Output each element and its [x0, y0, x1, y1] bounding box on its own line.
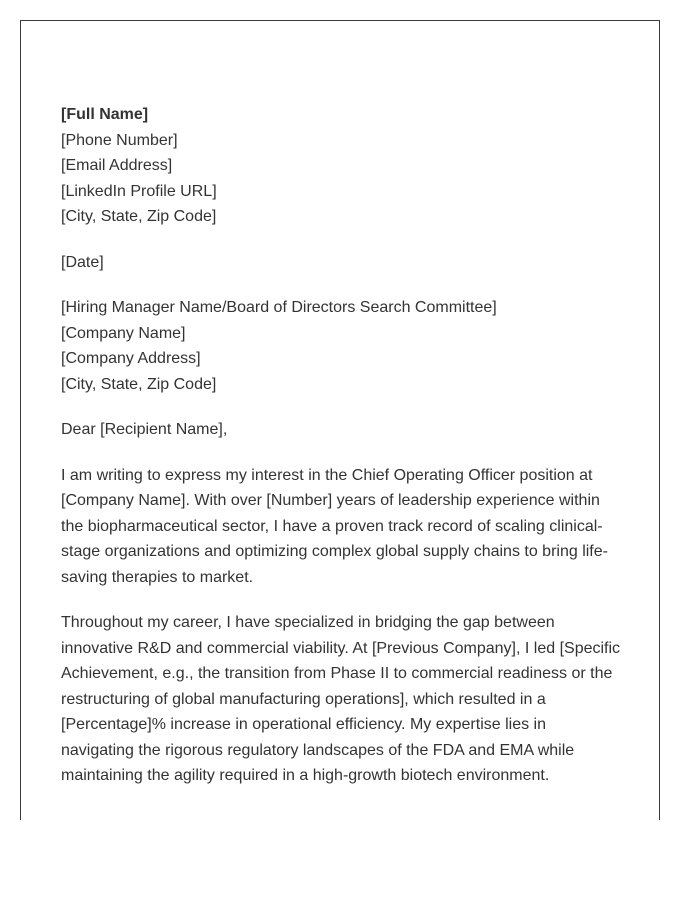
- recipient-address: [Company Address]: [61, 350, 201, 367]
- paragraph-line: stage organizations and optimizing complex global supply chains to bring life-: [61, 543, 608, 560]
- paragraph-line: navigating the rigorous regulatory landscapes of the FDA and EMA while: [61, 741, 575, 759]
- sender-linkedin: [LinkedIn Profile URL]: [61, 182, 217, 200]
- letter-date: [Date]: [61, 253, 104, 271]
- recipient-company: [Company Name]: [61, 324, 186, 342]
- paragraph-line: Achievement, e.g., the transition from Phase II to commercial readiness or the: [61, 665, 613, 682]
- paragraph-line: Throughout my career, I have specialized in bridging the gap between: [61, 614, 555, 631]
- paragraph-line: restructuring of global manufacturing operations], which resulted in a: [61, 690, 546, 708]
- recipient-block: [61, 295, 631, 397]
- paragraph-line: [Company Name]. With over [Number] years of leadership experience within: [61, 492, 600, 509]
- paragraph-line: the biopharmaceutical sector, I have a proven track record of scaling clinical-: [61, 517, 603, 535]
- sender-block: [61, 102, 631, 230]
- paragraph-line: I am writing to express my interest in the Chief Operating Officer position at: [61, 466, 593, 484]
- body-paragraph-2: [61, 610, 631, 789]
- salutation: Dear [Recipient Name],: [61, 421, 228, 438]
- sender-email: [Email Address]: [61, 157, 173, 174]
- sender-city: [City, State, Zip Code]: [61, 208, 217, 225]
- sender-phone: [Phone Number]: [61, 131, 178, 149]
- paragraph-line: saving therapies to market.: [61, 568, 254, 586]
- sender-full-name: [Full Name]: [61, 106, 149, 123]
- body-paragraph-1: [61, 463, 631, 591]
- paragraph-line: innovative R&D and commercial viability. At [Previous Company], I led [Specific: [61, 639, 621, 657]
- recipient-name: [Hiring Manager Name/Board of Directors Search Committee]: [61, 299, 497, 316]
- recipient-city: [City, State, Zip Code]: [61, 375, 217, 393]
- paragraph-line: [Percentage]% increase in operational efficiency. My expertise lies in: [61, 716, 546, 733]
- letter-page: [20, 20, 660, 820]
- letter-content: [61, 102, 631, 789]
- paragraph-line: maintaining the agility required in a high-growth biotech environment.: [61, 767, 550, 784]
